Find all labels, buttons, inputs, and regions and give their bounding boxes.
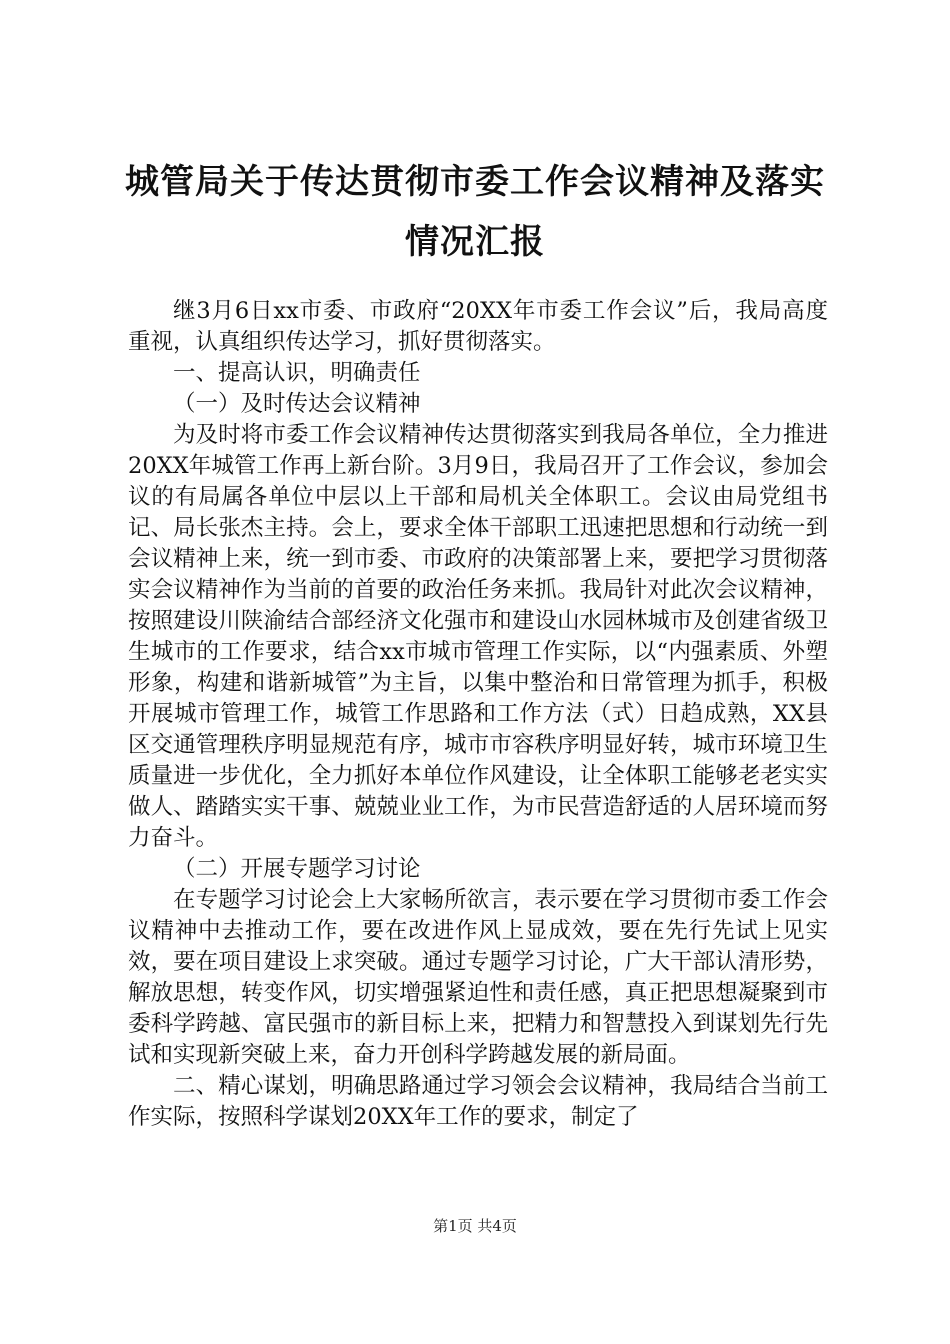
section-heading-1: 一、提高认识，明确责任	[173, 360, 421, 386]
subsection-heading-1: （一）及时传达会议精神	[173, 391, 421, 417]
section-heading-2: 二、精心谋划，明确思路通过学习领会会议精神，我局结合当前工作实际，按照科学谋划20XX年工作的要求，制定了	[128, 1073, 828, 1130]
paragraph-meeting: 为及时将市委工作会议精神传达贯彻落实到我局各单位，全力推进20XX年城管工作再上新台阶。3月9日，我局召开了工作会议，参加会议的有局属各单位中层以上干部和局机关全体职工。会议由局党组书记、局长张杰主持。会上，要求全体干部职工迅速把思想和行动统一到会议精神上来，统一到市委、市政府的决策部署上来，要把学习贯彻落实会议精神作为当前的首要的政治任务来抓。我局针对此次会议精神，按照建设川陕渝结合部经济文化强市和建设山水园林城市及创建省级卫生城市的工作要求，结合xx市城市管理工作实际，以“内强素质、外塑形象，构建和谐新城管”为主旨，以集中整治和日常管理为抓手，积极开展城市管理工作，城管工作思路和工作方法（式）日趋成熟，XX县区交通管理秩序明显规范有序，城市市容秩序明显好转，城市环境卫生质量进一步优化，全力抓好本单位作风建设，让全体职工能够老老实实做人、踏踏实实干事、兢兢业业工作，为市民营造舒适的人居环境而努力奋斗。	[128, 422, 828, 851]
paragraph-intro: 继3月6日xx市委、市政府“20XX年市委工作会议”后，我局高度重视，认真组织传达学习，抓好贯彻落实。	[128, 298, 828, 355]
document-title-line-1: 城管局关于传达贯彻市委工作会议精神及落实	[125, 162, 825, 202]
subsection-heading-2: （二）开展专题学习讨论	[173, 856, 421, 882]
document-title-line-2: 情况汇报	[405, 222, 545, 262]
document-body	[128, 296, 828, 1133]
page-indicator: 第1页 共4页	[433, 1217, 517, 1235]
paragraph-discussion: 在专题学习讨论会上大家畅所欲言，表示要在学习贯彻市委工作会议精神中去推动工作，要在改进作风上显成效，要在先行先试上见实效，要在项目建设上求突破。通过专题学习讨论，广大干部认清形势，解放思想，转变作风，切实增强紧迫性和责任感，真正把思想凝聚到市委科学跨越、富民强市的新目标上来，把精力和智慧投入到谋划先行先试和实现新突破上来，奋力开创科学跨越发展的新局面。	[128, 887, 828, 1068]
